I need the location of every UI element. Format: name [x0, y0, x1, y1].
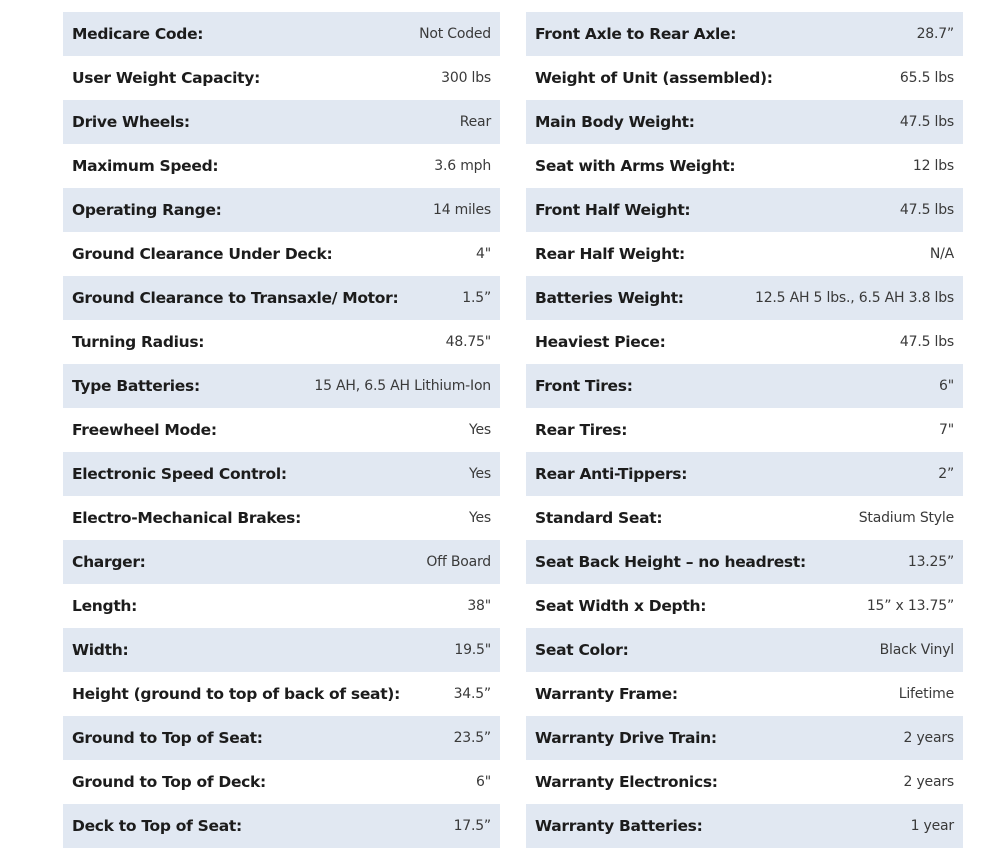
- spec-row: [526, 452, 963, 496]
- spec-row: [526, 540, 963, 584]
- spec-value: 3.6 mph: [434, 158, 491, 174]
- spec-value: 7": [939, 422, 954, 438]
- spec-value: 1.5”: [462, 290, 491, 306]
- spec-label: Length:: [72, 597, 138, 615]
- spec-value: Not Coded: [419, 26, 491, 42]
- spec-value: 17.5”: [453, 818, 491, 834]
- spec-row: [63, 144, 500, 188]
- spec-label: Warranty Frame:: [535, 685, 678, 703]
- spec-row: [526, 364, 963, 408]
- spec-value: 15 AH, 6.5 AH Lithium-Ion: [314, 378, 491, 394]
- spec-value: 65.5 lbs: [899, 70, 954, 86]
- spec-label: Heaviest Piece:: [535, 333, 666, 351]
- spec-label: Ground to Top of Deck:: [72, 773, 266, 791]
- spec-value: 12 lbs: [912, 158, 954, 174]
- spec-row: [63, 56, 500, 100]
- spec-value: Lifetime: [898, 686, 954, 702]
- spec-label: Seat Back Height – no headrest:: [535, 553, 806, 571]
- spec-value: 300 lbs: [441, 70, 491, 86]
- spec-label: Main Body Weight:: [535, 113, 695, 131]
- spec-label: Seat Color:: [535, 641, 629, 659]
- spec-value: 48.75": [445, 334, 491, 350]
- spec-row: [63, 452, 500, 496]
- spec-value: Rear: [459, 114, 491, 130]
- spec-value: 2 years: [903, 774, 954, 790]
- spec-value: 4": [476, 246, 491, 262]
- spec-row: [526, 760, 963, 804]
- spec-value: 19.5": [454, 642, 491, 658]
- spec-row: [526, 144, 963, 188]
- spec-row: [63, 100, 500, 144]
- spec-value: 47.5 lbs: [899, 114, 954, 130]
- spec-label: Warranty Batteries:: [535, 817, 703, 835]
- spec-row: [63, 232, 500, 276]
- spec-label: Standard Seat:: [535, 509, 663, 527]
- spec-row: [63, 760, 500, 804]
- spec-value: 1 year: [910, 818, 954, 834]
- specifications-section: [63, 12, 963, 848]
- spec-row: [63, 12, 500, 56]
- spec-label: Warranty Drive Train:: [535, 729, 717, 747]
- spec-value: Yes: [469, 510, 491, 526]
- spec-label: Ground to Top of Seat:: [72, 729, 263, 747]
- spec-label: Type Batteries:: [72, 377, 200, 395]
- left-spec-table: [63, 12, 500, 848]
- spec-row: [526, 672, 963, 716]
- spec-value: 47.5 lbs: [899, 202, 954, 218]
- spec-row: [526, 496, 963, 540]
- spec-value: 12.5 AH 5 lbs., 6.5 AH 3.8 lbs: [754, 290, 954, 306]
- spec-row: [63, 496, 500, 540]
- spec-row: [63, 804, 500, 848]
- spec-row: [526, 716, 963, 760]
- spec-label: Batteries Weight:: [535, 289, 684, 307]
- spec-label: Front Axle to Rear Axle:: [535, 25, 737, 43]
- spec-label: Turning Radius:: [72, 333, 205, 351]
- spec-label: Electronic Speed Control:: [72, 465, 287, 483]
- spec-row: [526, 276, 963, 320]
- spec-label: Front Half Weight:: [535, 201, 691, 219]
- spec-row: [526, 12, 963, 56]
- spec-value: 28.7”: [916, 26, 954, 42]
- spec-label: Drive Wheels:: [72, 113, 190, 131]
- spec-value: Stadium Style: [858, 510, 954, 526]
- spec-value: 2”: [938, 466, 954, 482]
- spec-row: [526, 408, 963, 452]
- spec-row: [526, 188, 963, 232]
- spec-label: Seat with Arms Weight:: [535, 157, 736, 175]
- spec-value: 6": [939, 378, 954, 394]
- spec-label: Freewheel Mode:: [72, 421, 217, 439]
- spec-row: [63, 584, 500, 628]
- spec-row: [526, 56, 963, 100]
- spec-label: Ground Clearance to Transaxle/ Motor:: [72, 289, 399, 307]
- spec-row: [526, 100, 963, 144]
- spec-value: Off Board: [426, 554, 491, 570]
- spec-row: [63, 320, 500, 364]
- spec-label: Weight of Unit (assembled):: [535, 69, 773, 87]
- spec-label: Warranty Electronics:: [535, 773, 718, 791]
- spec-row: [63, 716, 500, 760]
- spec-row: [63, 672, 500, 716]
- spec-label: Electro-Mechanical Brakes:: [72, 509, 302, 527]
- spec-row: [63, 628, 500, 672]
- right-spec-table: [526, 12, 963, 848]
- spec-label: Medicare Code:: [72, 25, 204, 43]
- spec-value: 23.5”: [453, 730, 491, 746]
- spec-value: 6": [476, 774, 491, 790]
- spec-label: Front Tires:: [535, 377, 633, 395]
- spec-label: Height (ground to top of back of seat):: [72, 685, 400, 703]
- spec-value: N/A: [929, 246, 954, 262]
- spec-label: Rear Tires:: [535, 421, 628, 439]
- spec-label: Charger:: [72, 553, 146, 571]
- spec-row: [526, 232, 963, 276]
- spec-row: [526, 584, 963, 628]
- spec-row: [63, 364, 500, 408]
- spec-row: [526, 628, 963, 672]
- spec-value: Black Vinyl: [879, 642, 954, 658]
- spec-value: 15” x 13.75”: [866, 598, 954, 614]
- spec-row: [63, 188, 500, 232]
- spec-label: Operating Range:: [72, 201, 222, 219]
- spec-value: 2 years: [903, 730, 954, 746]
- spec-row: [63, 408, 500, 452]
- spec-label: Maximum Speed:: [72, 157, 219, 175]
- spec-row: [63, 540, 500, 584]
- spec-value: 13.25”: [907, 554, 954, 570]
- spec-value: Yes: [469, 422, 491, 438]
- spec-value: 47.5 lbs: [899, 334, 954, 350]
- spec-label: Deck to Top of Seat:: [72, 817, 242, 835]
- spec-label: Ground Clearance Under Deck:: [72, 245, 333, 263]
- spec-row: [526, 804, 963, 848]
- spec-label: Rear Half Weight:: [535, 245, 685, 263]
- spec-value: 34.5”: [453, 686, 491, 702]
- spec-label: Width:: [72, 641, 129, 659]
- spec-row: [63, 276, 500, 320]
- spec-label: User Weight Capacity:: [72, 69, 260, 87]
- spec-row: [526, 320, 963, 364]
- spec-value: Yes: [469, 466, 491, 482]
- spec-value: 38": [467, 598, 491, 614]
- spec-label: Seat Width x Depth:: [535, 597, 707, 615]
- spec-value: 14 miles: [433, 202, 491, 218]
- spec-label: Rear Anti-Tippers:: [535, 465, 688, 483]
